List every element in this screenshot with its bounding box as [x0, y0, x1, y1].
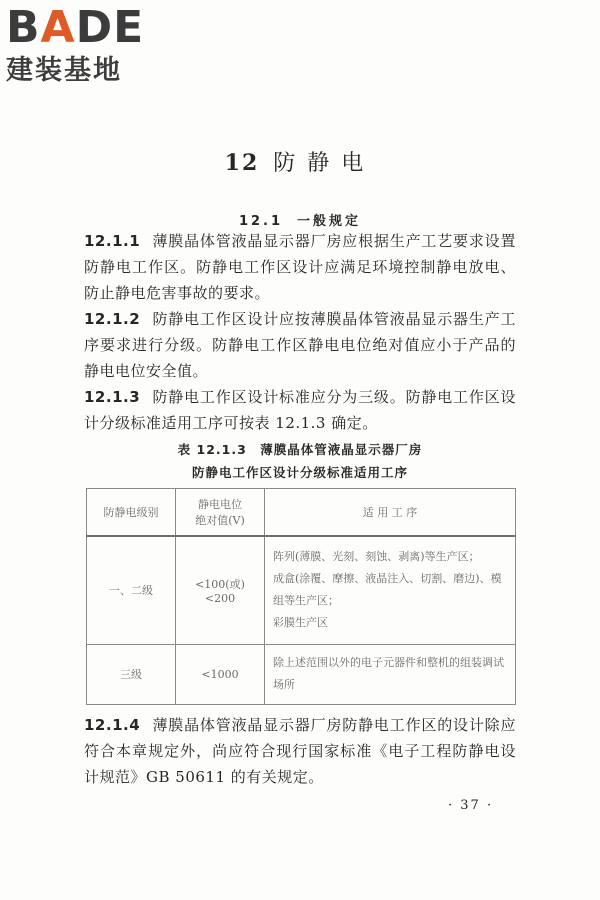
header-potential [176, 489, 265, 537]
cell-grade: 一、二级 [87, 536, 176, 644]
clause-text: 防静电工作区设计标准应分为三级。防静电工作区设计分级标准适用工序可按表 12.1.3 确定。 [84, 388, 516, 432]
logo-wordmark: BADE [6, 2, 145, 53]
chapter-heading [0, 146, 600, 177]
table-caption-line2: 防静电工作区设计分级标准适用工序 [191, 465, 408, 480]
header-potential-line2: 绝对值(V) [195, 514, 245, 527]
cell-potential: <100(或)<200 [176, 536, 265, 644]
table-header-row [87, 489, 516, 537]
clause-number: 12.1.1 [84, 232, 141, 250]
cell-process [265, 644, 516, 704]
clause-12-1-3 [84, 384, 516, 436]
section-number: 12.1 [238, 214, 284, 229]
clause-12-1-4 [84, 712, 516, 790]
table-row [87, 644, 516, 704]
clause-text: 薄膜晶体管液晶显示器厂房应根据生产工艺要求设置防静电工作区。防静电工作区设计应满足环境控制静电放电、防止静电危害事故的要求。 [84, 232, 516, 302]
cell-grade: 三级 [87, 644, 176, 704]
brand-logo [6, 4, 176, 88]
process-line: 成盒(涂覆、摩擦、液晶注入、切割、磨边)、模组等生产区； [273, 572, 502, 608]
grading-table [86, 488, 516, 705]
header-process: 适 用 工 序 [265, 489, 516, 537]
clause-number: 12.1.3 [84, 388, 141, 406]
clause-12-1-1 [84, 228, 516, 306]
header-grade: 防静电级别 [87, 489, 176, 537]
cell-potential: <1000 [176, 644, 265, 704]
clause-number: 12.1.4 [84, 716, 141, 734]
clause-12-1-2 [84, 306, 516, 384]
clause-text: 薄膜晶体管液晶显示器厂房防静电工作区的设计除应符合本章规定外，尚应符合现行国家标准《电子工程防静电设计规范》GB 50611 的有关规定。 [84, 716, 516, 786]
chapter-title: 防静电 [273, 151, 376, 176]
table-row [87, 536, 516, 644]
process-line: 除上述范围以外的电子元器件和整机的组装调试场所 [273, 656, 504, 691]
header-potential-line1: 静电电位 [198, 498, 242, 511]
table-caption-line1: 表 12.1.3 薄膜晶体管液晶显示器厂房 [177, 442, 423, 457]
logo-subtitle: 建装基地 [6, 55, 122, 86]
chapter-number: 12 [224, 150, 260, 176]
clause-number: 12.1.2 [84, 310, 141, 328]
cell-process [265, 536, 516, 644]
section-title: 一般规定 [297, 214, 362, 229]
process-line: 彩膜生产区 [273, 616, 328, 630]
process-line: 阵列(薄膜、光刻、刻蚀、剥离)等生产区； [273, 550, 480, 564]
page-number: · 37 · [448, 798, 494, 813]
clause-text: 防静电工作区设计应按薄膜晶体管液晶显示器生产工序要求进行分级。防静电工作区静电电位绝对值应小于产品的静电电位安全值。 [84, 310, 516, 380]
section-heading [0, 210, 600, 229]
